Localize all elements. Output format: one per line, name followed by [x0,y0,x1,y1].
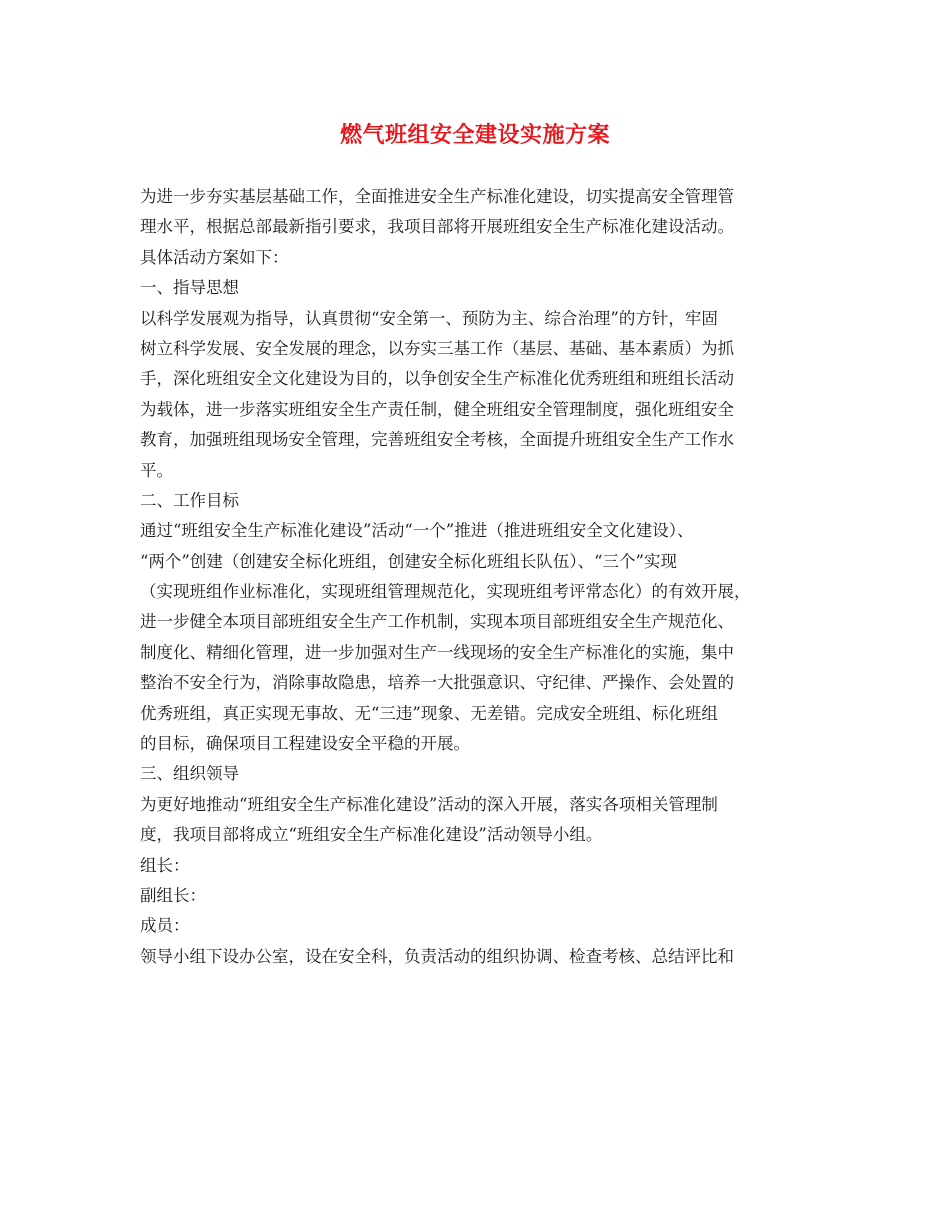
body-text-line: 优秀班组，真正实现无事故、无“三违”现象、无差错。完成安全班组、标化班组 [140,703,718,723]
body-text-line: 为进一步夯实基层基础工作，全面推进安全生产标准化建设，切实提高安全管理管 [140,187,734,206]
body-text-line: 为更好地推动“班组安全生产标准化建设”活动的深入开展，落实各项相关管理制 [140,794,718,814]
body-text-line: 成员： [140,916,190,936]
body-text-line: 的目标，确保项目工程建设安全平稳的开展。 [140,734,470,754]
body-text-line: （实现班组作业标准化，实现班组管理规范化，实现班组考评常态化）的有效开展， [140,582,751,602]
body-text-line: 度，我项目部将成立“班组安全生产标准化建设”活动领导小组。 [140,825,603,845]
body-text-line: 一、指导思想 [140,278,239,298]
document-body [140,182,816,972]
body-text-line: 整治不安全行为，消除事故隐患，培养一大批强意识、守纪律、严操作、会处置的 [140,673,734,693]
body-text-line: 通过“班组安全生产标准化建设”活动“一个”推进（推进班组安全文化建设）、 [140,521,694,541]
document-title: 燃气班组安全建设实施方案 [339,123,610,148]
body-text-line: 平。 [140,460,173,480]
body-text-line: 以科学发展观为指导，认真贯彻“安全第一、预防为主、综合治理”的方针，牢固 [140,308,718,328]
body-text-line: 进一步健全本项目部班组安全生产工作机制，实现本项目部班组安全生产规范化、 [140,612,734,632]
body-text-line: “两个”创建（创建安全标化班组，创建安全标化班组长队伍）、“三个”实现 [140,551,677,571]
body-text-line: 组长： [140,855,190,875]
body-text-line: 领导小组下设办公室，设在安全科，负责活动的组织协调、检查考核、总结评比和 [140,946,734,966]
body-text-line: 手，深化班组安全文化建设为目的，以争创安全生产标准化优秀班组和班组长活动 [140,369,734,389]
body-text-line: 为载体，进一步落实班组安全生产责任制，健全班组安全管理制度，强化班组安全 [140,399,734,419]
body-text-line: 副组长： [140,885,206,905]
body-text-line: 理水平，根据总部最新指引要求，我项目部将开展班组安全生产标准化建设活动。 [140,217,734,237]
body-text-line: 树立科学发展、安全发展的理念，以夯实三基工作（基层、基础、基本素质）为抓 [140,338,734,358]
body-text-line: 具体活动方案如下： [140,247,289,267]
body-text-line: 三、组织领导 [140,764,239,784]
body-text-line: 制度化、精细化管理，进一步加强对生产一线现场的安全生产标准化的实施，集中 [140,642,734,662]
body-text-line: 教育，加强班组现场安全管理，完善班组安全考核，全面提升班组安全生产工作水 [140,430,734,450]
body-text-line: 二、工作目标 [140,490,239,510]
